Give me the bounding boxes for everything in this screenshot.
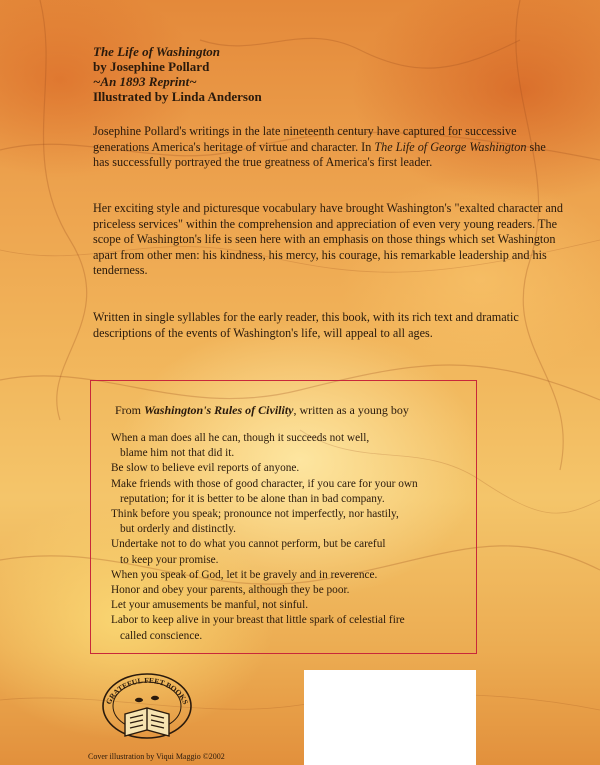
- book-title: The Life of Washington: [93, 44, 221, 59]
- description-paragraph-3: Written in single syllables for the early reader, this book, with its rich text and dramatic descriptions of the events of Washington's life, will appeal to all ages.: [93, 310, 519, 340]
- rule-item: Be slow to believe evil reports of anyone.: [111, 462, 300, 475]
- barcode-area: [304, 670, 476, 765]
- rule-item: Think before you speak; pronounce not imperfectly, nor hastily, but orderly and distinctly.: [111, 508, 399, 536]
- book-title-reference: The Life of George Washington: [374, 139, 527, 154]
- rules-source-title: Washington's Rules of Civility: [144, 403, 294, 417]
- rules-list: [111, 431, 471, 644]
- cover-credit: Cover illustration by Viqui Maggio ©2002: [88, 752, 225, 761]
- illustrator-line: Illustrated by Linda Anderson: [93, 89, 262, 104]
- rules-heading-prefix: From: [115, 403, 145, 417]
- rule-item: Labor to keep alive in your breast that little spark of celestial fire called conscience.: [111, 614, 405, 642]
- rule-item: Undertake not to do what you cannot perform, but be careful to keep your promise.: [111, 538, 386, 566]
- rule-item: Let your amusements be manful, not sinful.: [111, 599, 309, 612]
- rules-of-civility-box: [90, 380, 477, 654]
- description-paragraph-1: [93, 124, 563, 171]
- svg-text:GRATEFUL FEET BOOKS: GRATEFUL FEET BOOKS: [103, 675, 191, 706]
- publisher-logo: [92, 670, 202, 748]
- rule-item: When a man does all he can, though it succeeds not well, blame him not that did it.: [111, 432, 370, 460]
- rules-heading: [115, 403, 409, 418]
- rule-item: Honor and obey your parents, although they be poor.: [111, 584, 350, 597]
- rule-item: Make friends with those of good character, if you care for your own reputation; for it is better to be alone than in bad company.: [111, 477, 418, 505]
- paragraph-text: she has successfully portrayed the true greatness of America's first leader.: [93, 139, 546, 169]
- reprint-line: ~An 1893 Reprint~: [93, 74, 197, 89]
- rules-heading-suffix: , written as a young boy: [293, 403, 409, 417]
- description-paragraph-2: Her exciting style and picturesque vocabulary have brought Washington's "exalted character and priceless services" within the comprehension and appreciation of even very young readers. The scope of Washington's life is seen here with an emphasis on those things which set Washington apart from other men: his kindness, his mercy, his courage, his remarkable leadership and his tenderness.: [93, 201, 563, 277]
- paragraph-text: Josephine Pollard's writings in the late nineteenth century have captured for successive generations America's heritage of virtue and character. In: [93, 124, 517, 154]
- book-info-header: [93, 44, 262, 104]
- rule-item: When you speak of God, let it be gravely and in reverence.: [111, 568, 378, 581]
- author-line: by Josephine Pollard: [93, 59, 210, 74]
